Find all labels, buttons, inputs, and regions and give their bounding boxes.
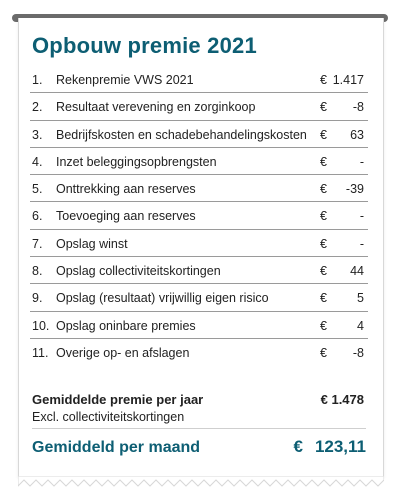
- row-currency: €: [320, 236, 327, 251]
- row-value: -39: [345, 182, 364, 197]
- row-currency: €: [320, 127, 327, 142]
- row-currency: €: [320, 154, 327, 169]
- row-number: 4.: [32, 154, 43, 169]
- table-row: [30, 230, 368, 257]
- row-value: 4: [357, 318, 364, 333]
- row-number: 8.: [32, 264, 43, 279]
- premium-breakdown-table: [30, 66, 368, 365]
- row-value: -8: [352, 345, 364, 360]
- row-number: 5.: [32, 182, 43, 197]
- table-row: [30, 202, 368, 229]
- row-label: Opslag collectiviteitskortingen: [56, 264, 221, 279]
- table-row: [30, 257, 368, 284]
- row-currency: €: [320, 182, 327, 197]
- table-row: [30, 121, 368, 148]
- row-value: -8: [352, 100, 364, 115]
- row-currency: €: [320, 318, 327, 333]
- average-month-amount: [293, 437, 366, 457]
- row-label: Toevoeging aan reserves: [56, 209, 196, 224]
- row-value: -: [359, 154, 364, 169]
- row-value: -: [359, 236, 364, 251]
- row-label: Opslag (resultaat) vrijwillig eigen risico: [56, 291, 269, 306]
- table-row: [30, 339, 368, 365]
- row-value: 1.417: [332, 73, 364, 87]
- row-currency: €: [320, 100, 327, 115]
- average-month-currency: €: [293, 437, 303, 456]
- average-month-label: Gemiddeld per maand: [32, 439, 201, 456]
- average-year-label: Gemiddelde premie per jaar: [32, 392, 204, 407]
- page-title: Opbouw premie 2021: [32, 33, 257, 58]
- row-value: -: [359, 209, 364, 224]
- row-value: 63: [350, 127, 364, 142]
- table-row: [30, 312, 368, 339]
- row-currency: €: [320, 73, 327, 87]
- total-divider: [32, 428, 366, 429]
- row-label: Overige op- en afslagen: [56, 345, 190, 360]
- table-row: [30, 66, 368, 93]
- row-currency: €: [320, 291, 327, 306]
- row-number: 6.: [32, 209, 43, 224]
- row-label: Resultaat verevening en zorginkoop: [56, 100, 256, 115]
- row-number: 7.: [32, 236, 43, 251]
- row-label: Opslag winst: [56, 236, 128, 251]
- row-number: 3.: [32, 127, 43, 142]
- row-label: Inzet beleggingsopbrengsten: [56, 154, 217, 169]
- row-number: 9.: [32, 291, 43, 306]
- row-currency: €: [320, 345, 327, 360]
- row-value: 44: [350, 264, 364, 279]
- row-label: Rekenpremie VWS 2021: [56, 73, 194, 87]
- row-number: 10.: [32, 318, 50, 333]
- row-number: 2.: [32, 100, 43, 115]
- row-currency: €: [320, 209, 327, 224]
- table-row: [30, 148, 368, 175]
- row-value: 5: [357, 291, 364, 306]
- receipt-torn-edge: [18, 476, 384, 488]
- table-row: [30, 93, 368, 120]
- table-row: [30, 284, 368, 311]
- row-label: Onttrekking aan reserves: [56, 182, 196, 197]
- row-label: Opslag oninbare premies: [56, 318, 196, 333]
- row-currency: €: [320, 264, 327, 279]
- average-year-value: € 1.478: [320, 392, 364, 407]
- row-number: 11.: [32, 345, 49, 360]
- row-label: Bedrijfskosten en schadebehandelingskosten: [56, 127, 307, 142]
- row-number: 1.: [32, 73, 43, 87]
- average-month-value: 123,11: [314, 437, 366, 456]
- table-row: [30, 175, 368, 202]
- average-year-sublabel: Excl. collectiviteitskortingen: [32, 410, 185, 424]
